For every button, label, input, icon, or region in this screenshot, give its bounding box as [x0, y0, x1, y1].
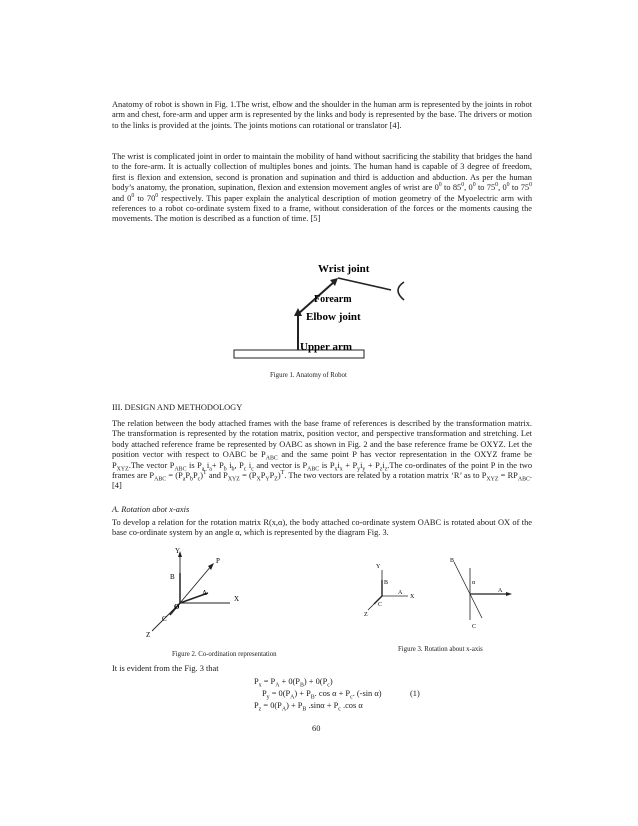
paragraph-evident: It is evident from the Fig. 3 that	[112, 664, 219, 673]
label-forearm: Forearm	[314, 294, 352, 305]
fig3-right-c-axis	[470, 594, 482, 618]
section-heading: III. DESIGN AND METHODOLOGY	[112, 403, 243, 412]
fig3-label-x: X	[410, 594, 415, 600]
fig3-label-a2: A	[498, 588, 503, 594]
fig3-label-c2: C	[472, 624, 477, 630]
hand-link	[338, 278, 391, 290]
paragraph-wrist: The wrist is complicated joint in order to maintain the mobility of hand without sacrificing the stability that bridges the hand to the fore-arm. It is actually collection of multiples bones and joints. The human hand is capable of 3 degree of freedom, first is flexion and extension, second is pronation and supination and third is adduction and abduction. As per the human body’s anatomy, the pronation, supination, flexion and extension movement angles of wrist are $0^0$ to $85^0$, $0^0$ to $75^0$, $0^0$ to $75^0$ and $0^0$ to $70^0$ respectively. This paper explain the analytical description of motion geometry of the Myoelectric arm with references to a robot co-ordinate system fixed to a frame, without consideration of the forces or the moments causing the movements. The motion is described as a function of time. [5]	[112, 152, 533, 224]
label-elbow-joint: Elbow joint	[306, 311, 361, 323]
fig2-label-p: P	[216, 557, 220, 565]
fig3-label-z: Z	[364, 612, 368, 618]
gripper-icon	[398, 282, 404, 300]
fig2-label-o: O	[174, 603, 180, 611]
figure3-caption: Figure 3. Rotation about x-axis	[398, 646, 483, 653]
fig2-label-x: X	[234, 595, 240, 603]
figure1-anatomy-diagram	[226, 256, 426, 366]
fig2-label-y: Y	[175, 547, 181, 555]
paragraph-design: The relation between the body attached frames with the base frame of references is described by the transformation matrix. The transformation is represented by the rotation matrix, position vector, and perspective transformation and stretching. Let body attached reference frame be represented by OABC as shown in Fig. 2 and the base reference frame be OXYZ. Let the position vector with respect to OABC be $P_{ABC}$ and the same point P has vector representation in the OXYZ frame be $P_{XYZ}.The$ vector $P_{ABC}$ is $P_a$ $i_a+ P_b$ $i_b$, $P_c$ $i_c$ and vector is $P_{ABC}$ is $P_xi_x + P_yi_y + P_zi_z.The$ co-ordinates of the point P in the two frames are $P_{ABC} = (P_aP_bP_c)^T$ and $P_{XYZ} = (P_XP_YP_Z)^T$. The two vectors are related by a rotation matrix ‘R’ as to $P_{XYZ} = RP_{ABC}.[4]$	[112, 419, 533, 491]
equation-number: (1)	[410, 689, 420, 698]
label-upper-arm: Upper arm	[300, 341, 353, 353]
fig2-label-a: A	[202, 589, 208, 597]
equation-pz: $P_z = 0(P_A) + P_B$ $.\sin\alpha + P_c$ .cos α	[254, 701, 363, 713]
figure1-caption: Figure 1. Anatomy of Robot	[270, 372, 347, 379]
page-number: 60	[312, 724, 321, 733]
equation-py: $P_y = 0(P_A) + P_B$. $\cos \alpha + P_c$. (-sin α)	[262, 689, 382, 701]
fig3-label-a: A	[398, 590, 403, 596]
figure2-caption: Figure 2. Co-ordination representation	[172, 651, 277, 658]
subsection-heading: A. Rotation abot x-axis	[112, 505, 190, 514]
label-wrist-joint: Wrist joint	[318, 263, 370, 275]
fig2-label-b: B	[170, 573, 175, 581]
equation-px: $P_x = P_A + 0(P_B) + 0(P_c)$	[254, 677, 333, 689]
figure3-rotation-diagram	[358, 556, 518, 636]
fig3-label-alpha: α	[472, 580, 476, 586]
fig3-right-b-axis	[454, 562, 470, 594]
fig3-label-b2: B	[450, 558, 455, 564]
fig3-right-arrow-icon	[506, 592, 512, 596]
paragraph-rotation: To develop a relation for the rotation matrix R(x,α), the body attached co-ordinate system OABC is rotated about OX of the base co-ordinate system by an angle α, which is represented by the diagram Fig. 3.	[112, 518, 532, 538]
fig2-label-c: C	[162, 615, 167, 623]
figure2-coordinate-diagram	[140, 545, 280, 645]
fig3-label-b: B	[384, 580, 389, 586]
fig3-label-y: Y	[376, 564, 381, 570]
fig2-label-z: Z	[146, 631, 151, 639]
paragraph-anatomy: Anatomy of robot is shown in Fig. 1.The wrist, elbow and the shoulder in the human arm is represented by the joints in robot arm and chest, fore-arm and upper arm is represented by the links and body is represented by the base. The drivers or motion to the links is provided at the joints. The joints motions can rotational or translator [4].	[112, 100, 532, 130]
fig3-label-c: C	[378, 602, 383, 608]
